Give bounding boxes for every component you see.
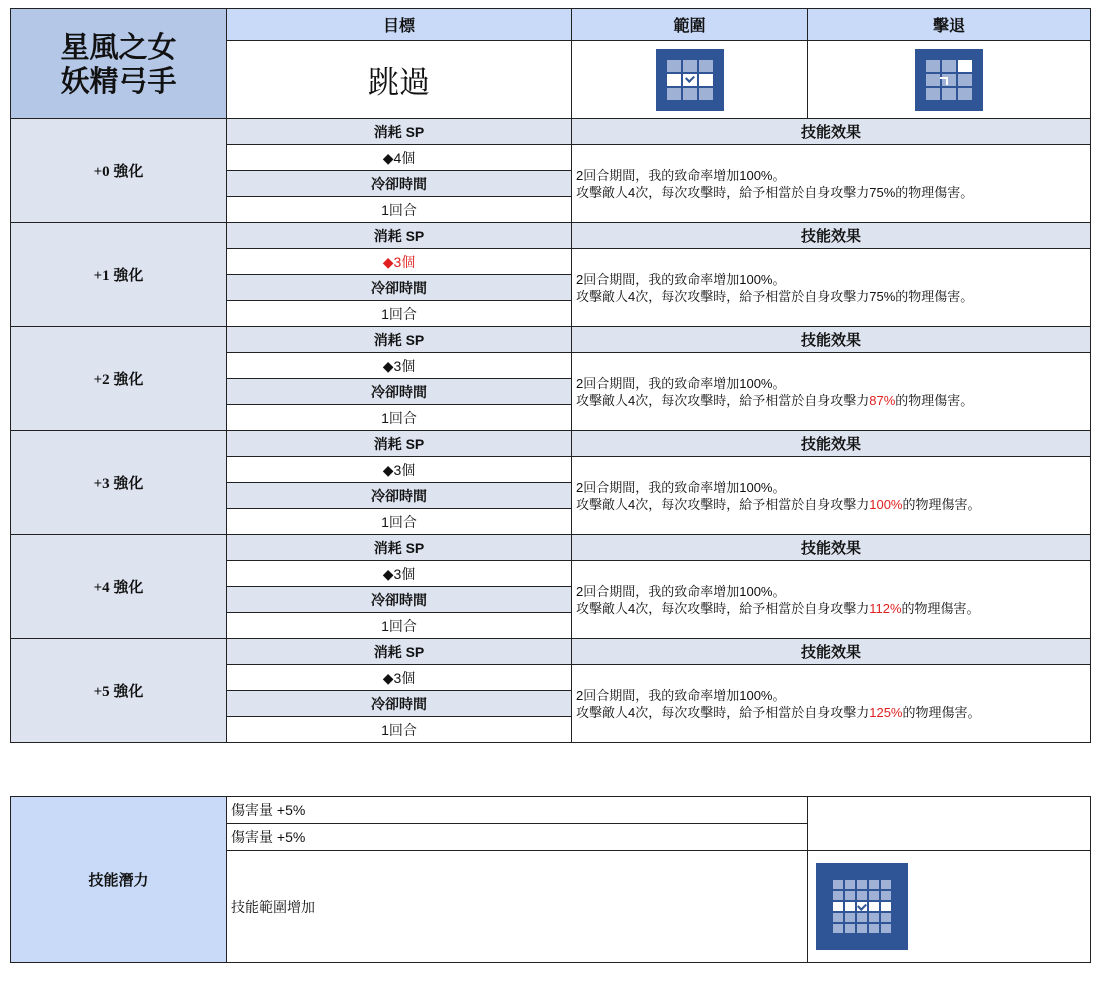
level-name: +2 強化 xyxy=(11,327,227,431)
effect-percent: 112% xyxy=(869,600,902,616)
effect-label: 技能效果 xyxy=(572,639,1091,665)
header-target: 目標 xyxy=(227,9,572,41)
sp-cost-value: ◆3個 xyxy=(227,249,572,275)
level-name: +3 強化 xyxy=(11,431,227,535)
effect-line-2-pre: 攻擊敵人4次，每次攻擊時，給予相當於自身攻擊力 xyxy=(576,704,870,720)
sp-cost-label: 消耗 SP xyxy=(227,119,572,145)
sp-cost-value: ◆3個 xyxy=(227,665,572,691)
skill-table xyxy=(10,8,1091,743)
cooldown-value: 1回合 xyxy=(227,197,572,223)
header-knockback: 擊退 xyxy=(808,9,1091,41)
effect-line-2-post: 的物理傷害。 xyxy=(902,704,981,720)
cooldown-value: 1回合 xyxy=(227,613,572,639)
effect-label: 技能效果 xyxy=(572,535,1091,561)
skill-name xyxy=(11,9,227,119)
effect-line-2 xyxy=(576,496,1086,513)
level-name: +0 強化 xyxy=(11,119,227,223)
sp-cost-value: ◆3個 xyxy=(227,353,572,379)
cooldown-value: 1回合 xyxy=(227,717,572,743)
effect-line-2-post: 的物理傷害。 xyxy=(895,392,974,408)
effect-line-1: 2回合期間，我的致命率增加100%。 xyxy=(576,479,786,495)
effect-text xyxy=(572,457,1091,535)
effect-line-2-pre: 攻擊敵人4次，每次攻擊時，給予相當於自身攻擊力 xyxy=(576,600,870,616)
sp-cost-value: ◆3個 xyxy=(227,561,572,587)
cooldown-label: 冷卻時間 xyxy=(227,379,572,405)
level-name: +1 強化 xyxy=(11,223,227,327)
potential-item-2: 傷害量 +5% xyxy=(227,824,808,851)
effect-label: 技能效果 xyxy=(572,223,1091,249)
cooldown-value: 1回合 xyxy=(227,509,572,535)
knockback-cell xyxy=(808,41,1091,119)
effect-percent: 75% xyxy=(869,184,896,200)
cooldown-label: 冷卻時間 xyxy=(227,691,572,717)
target-value: 跳過 xyxy=(227,41,572,119)
effect-line-1: 2回合期間，我的致命率增加100%。 xyxy=(576,375,786,391)
effect-text xyxy=(572,353,1091,431)
cooldown-label: 冷卻時間 xyxy=(227,587,572,613)
effect-line-2 xyxy=(576,704,1086,721)
potential-item-3: 技能範圍增加 xyxy=(227,851,808,963)
cooldown-value: 1回合 xyxy=(227,301,572,327)
effect-line-2 xyxy=(576,600,1086,617)
potential-label: 技能潛力 xyxy=(11,797,227,963)
effect-label: 技能效果 xyxy=(572,119,1091,145)
potential-icon-cell xyxy=(808,851,1091,963)
potential-empty-cell xyxy=(808,797,1091,851)
effect-text xyxy=(572,561,1091,639)
effect-line-2-post: 的物理傷害。 xyxy=(895,288,974,304)
effect-line-1: 2回合期間，我的致命率增加100%。 xyxy=(576,687,786,703)
effect-line-1: 2回合期間，我的致命率增加100%。 xyxy=(576,167,786,183)
sp-cost-label: 消耗 SP xyxy=(227,639,572,665)
range-cell xyxy=(572,41,808,119)
effect-line-2-post: 的物理傷害。 xyxy=(895,184,974,200)
sp-cost-label: 消耗 SP xyxy=(227,223,572,249)
effect-line-2-post: 的物理傷害。 xyxy=(901,600,980,616)
effect-line-2-pre: 攻擊敵人4次，每次攻擊時，給予相當於自身攻擊力 xyxy=(576,288,870,304)
sp-cost-value: ◆3個 xyxy=(227,457,572,483)
effect-line-2 xyxy=(576,288,1086,305)
level-name: +5 強化 xyxy=(11,639,227,743)
cooldown-label: 冷卻時間 xyxy=(227,275,572,301)
knockback-arrow-icon xyxy=(940,77,948,85)
effect-line-2-pre: 攻擊敵人4次，每次攻擊時，給予相當於自身攻擊力 xyxy=(576,496,870,512)
effect-percent: 87% xyxy=(869,392,896,408)
effect-text xyxy=(572,249,1091,327)
skill-name-line1: 星風之女 xyxy=(60,29,177,64)
effect-line-2-pre: 攻擊敵人4次，每次攻擊時，給予相當於自身攻擊力 xyxy=(576,392,870,408)
header-range: 範圍 xyxy=(572,9,808,41)
sp-cost-label: 消耗 SP xyxy=(227,431,572,457)
effect-label: 技能效果 xyxy=(572,431,1091,457)
effect-text xyxy=(572,665,1091,743)
potential-table xyxy=(10,796,1091,963)
level-name: +4 強化 xyxy=(11,535,227,639)
cooldown-label: 冷卻時間 xyxy=(227,483,572,509)
effect-line-2 xyxy=(576,184,1086,201)
cooldown-value: 1回合 xyxy=(227,405,572,431)
sp-cost-label: 消耗 SP xyxy=(227,327,572,353)
effect-percent: 75% xyxy=(869,288,896,304)
potential-item-1: 傷害量 +5% xyxy=(227,797,808,824)
effect-line-2-post: 的物理傷害。 xyxy=(902,496,981,512)
effect-line-1: 2回合期間，我的致命率增加100%。 xyxy=(576,583,786,599)
effect-percent: 125% xyxy=(869,704,903,720)
effect-label: 技能效果 xyxy=(572,327,1091,353)
effect-percent: 100% xyxy=(869,496,903,512)
effect-line-2-pre: 攻擊敵人4次，每次攻擊時，給予相當於自身攻擊力 xyxy=(576,184,870,200)
effect-text xyxy=(572,145,1091,223)
effect-line-2 xyxy=(576,392,1086,409)
knockback-grid-icon xyxy=(915,49,983,111)
cooldown-label: 冷卻時間 xyxy=(227,171,572,197)
effect-line-1: 2回合期間，我的致命率增加100%。 xyxy=(576,271,786,287)
skill-name-line2: 妖精弓手 xyxy=(60,63,177,98)
sp-cost-value: ◆4個 xyxy=(227,145,572,171)
range-grid-icon xyxy=(656,49,724,111)
sp-cost-label: 消耗 SP xyxy=(227,535,572,561)
expanded-range-grid-icon xyxy=(816,863,908,950)
